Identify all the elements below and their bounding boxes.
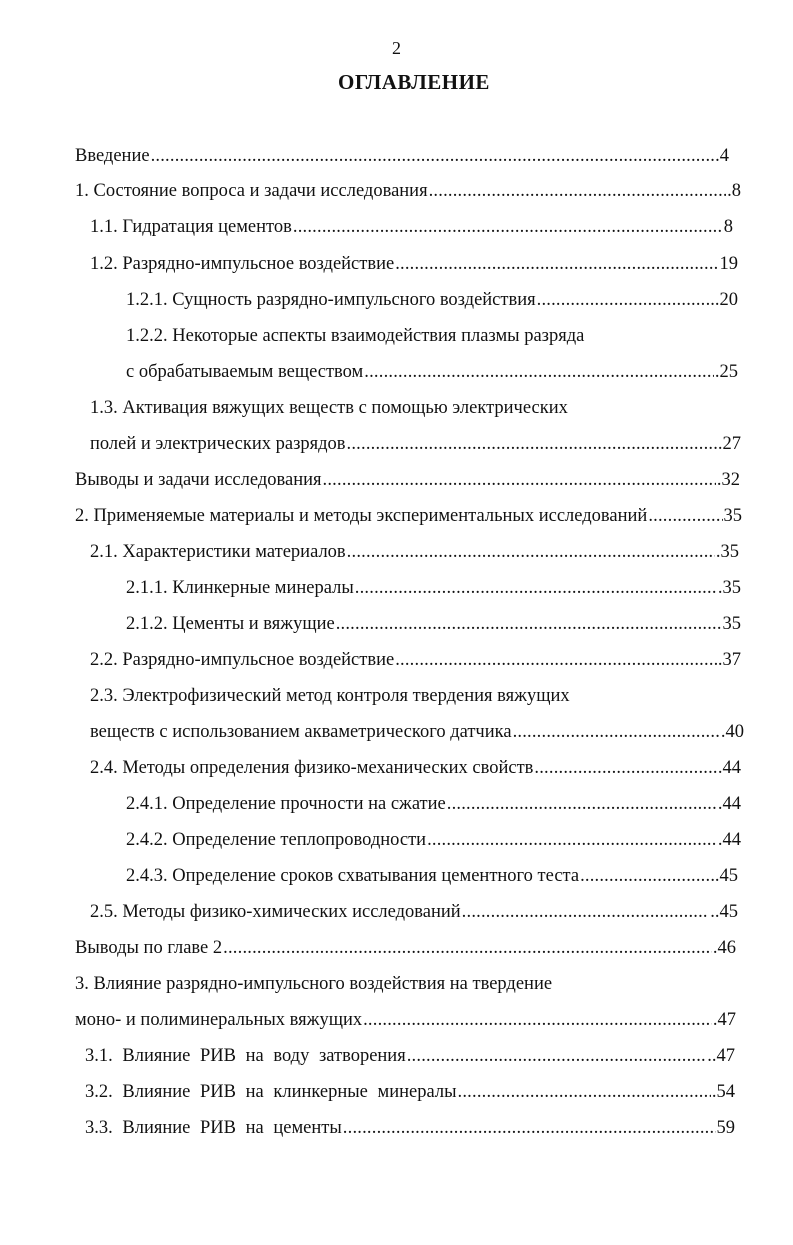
toc-entry-page: .44 bbox=[717, 794, 741, 814]
toc-title: ОГЛАВЛЕНИЕ bbox=[338, 70, 490, 94]
toc-entry-text: 1. Состояние вопроса и задачи исследования bbox=[75, 181, 428, 201]
toc-entry bbox=[126, 362, 738, 388]
toc-entry bbox=[85, 1118, 735, 1144]
toc-entry bbox=[126, 326, 726, 352]
toc-entry-text: 1.2. Разрядно-импульсное воздействие bbox=[90, 254, 395, 274]
toc-leader bbox=[447, 794, 717, 815]
toc-entry-page: .32 bbox=[716, 470, 740, 490]
toc-entry-page: .47 bbox=[712, 1010, 736, 1030]
toc-leader bbox=[347, 434, 717, 455]
toc-entry bbox=[75, 146, 729, 172]
toc-entry-text: Введение bbox=[75, 146, 150, 166]
toc-leader bbox=[151, 146, 715, 167]
page-number: 2 bbox=[392, 38, 401, 58]
toc-entry-text: 2.4.1. Определение прочности на сжатие bbox=[126, 794, 446, 814]
toc-entry-page: .35 bbox=[717, 578, 741, 598]
toc-entry-page: ...20 bbox=[705, 290, 738, 310]
toc-leader bbox=[363, 1010, 712, 1031]
toc-entry-page: .8 bbox=[727, 181, 741, 201]
toc-entry bbox=[90, 398, 710, 424]
toc-entry-text: моно- и полиминеральных вяжущих bbox=[75, 1010, 363, 1030]
toc-leader bbox=[343, 1118, 716, 1139]
toc-leader bbox=[534, 758, 716, 779]
toc-entry-text: 2.5. Методы физико-химических исследований bbox=[90, 902, 461, 922]
toc-entry-page: .4 bbox=[715, 146, 729, 166]
toc-entry-text: 2.3. Электрофизический метод контроля твердения вяжущих bbox=[90, 686, 570, 706]
toc-entry bbox=[126, 794, 741, 820]
toc-entry-text: с обрабатываемым веществом bbox=[126, 362, 364, 382]
toc-leader bbox=[427, 830, 717, 851]
toc-entry-text: 3.2. Влияние РИВ на клинкерные минералы bbox=[85, 1082, 457, 1102]
toc-entry bbox=[126, 866, 738, 892]
toc-leader bbox=[648, 506, 722, 527]
toc-leader bbox=[407, 1046, 707, 1067]
toc-entry-text: 2. Применяемые материалы и методы экспериментальных исследований bbox=[75, 506, 648, 526]
toc-entry-text: 1.2.1. Сущность разрядно-импульсного воздействия bbox=[126, 290, 536, 310]
toc-entry-page: .54 bbox=[711, 1082, 735, 1102]
toc-entry-page: 19 bbox=[719, 254, 738, 274]
toc-entry bbox=[90, 542, 739, 568]
toc-entry bbox=[90, 686, 710, 712]
toc-entry bbox=[90, 650, 741, 676]
toc-leader bbox=[513, 722, 720, 743]
toc-entry-page: .44 bbox=[717, 758, 741, 778]
toc-entry-text: 2.2. Разрядно-импульсное воздействие bbox=[90, 650, 395, 670]
toc-entry-text: 2.1.2. Цементы и вяжущие bbox=[126, 614, 335, 634]
toc-entry-page: .44 bbox=[717, 830, 741, 850]
toc-entry bbox=[90, 902, 738, 928]
toc-entry-page: ..47 bbox=[707, 1046, 735, 1066]
toc-entry-text: 3.1. Влияние РИВ на воду затворения bbox=[85, 1046, 406, 1066]
toc-entry bbox=[90, 434, 741, 460]
toc-entry-text: 2.4.3. Определение сроков схватывания цементного теста bbox=[126, 866, 580, 886]
toc-entry bbox=[90, 254, 738, 280]
toc-entry bbox=[75, 470, 740, 496]
toc-entry-page: .35 bbox=[715, 542, 739, 562]
toc-leader bbox=[458, 1082, 711, 1103]
toc-leader bbox=[429, 181, 727, 202]
toc-entry-page: 35 bbox=[723, 506, 742, 526]
toc-entry-text: Выводы и задачи исследования bbox=[75, 470, 322, 490]
toc-entry-page: .37 bbox=[717, 650, 741, 670]
toc-entry bbox=[126, 578, 741, 604]
toc-entry-text: 1.1. Гидратация цементов bbox=[90, 217, 292, 237]
toc-entry-text: 2.1. Характеристики материалов bbox=[90, 542, 346, 562]
toc-leader bbox=[223, 938, 712, 959]
toc-entry bbox=[75, 181, 741, 207]
toc-leader bbox=[462, 902, 710, 923]
toc-entry bbox=[90, 217, 733, 243]
toc-entry-text: 2.4.2. Определение теплопроводности bbox=[126, 830, 427, 850]
toc-entry-text: веществ с использованием акваметрического датчика bbox=[90, 722, 512, 742]
toc-leader bbox=[537, 290, 705, 311]
toc-entry bbox=[126, 614, 741, 640]
toc-entry-page: 8 bbox=[723, 217, 733, 237]
toc-entry-page: .40 bbox=[720, 722, 744, 742]
toc-leader bbox=[336, 614, 722, 635]
toc-entry-text: 3. Влияние разрядно-импульсного воздействия на твердение bbox=[75, 974, 553, 994]
toc-leader bbox=[293, 217, 723, 238]
toc-leader bbox=[395, 650, 717, 671]
toc-entry bbox=[126, 290, 738, 316]
toc-leader bbox=[580, 866, 714, 887]
toc-entry bbox=[90, 758, 741, 784]
toc-entry-page: .25 bbox=[714, 362, 738, 382]
toc-entry-text: 3.3. Влияние РИВ на цементы bbox=[85, 1118, 342, 1138]
toc-leader bbox=[395, 254, 718, 275]
toc-entry-text: 1.3. Активация вяжущих веществ с помощью электрических bbox=[90, 398, 568, 418]
toc-entry bbox=[75, 1010, 736, 1036]
toc-entry bbox=[75, 974, 715, 1000]
toc-entry-text: Выводы по главе 2 bbox=[75, 938, 223, 958]
toc-entry bbox=[85, 1046, 735, 1072]
toc-entry-text: 2.4. Методы определения физико-механических свойств bbox=[90, 758, 534, 778]
toc-entry-text: 2.1.1. Клинкерные минералы bbox=[126, 578, 354, 598]
toc-entry bbox=[90, 722, 744, 748]
toc-entry-page: .45 bbox=[714, 866, 738, 886]
toc-entry-page: .46 bbox=[712, 938, 736, 958]
toc-leader bbox=[355, 578, 717, 599]
toc-entry-page: 59 bbox=[716, 1118, 735, 1138]
toc-entry bbox=[75, 938, 736, 964]
toc-leader bbox=[364, 362, 714, 383]
toc-entry bbox=[126, 830, 741, 856]
toc-entry-page: 35 bbox=[722, 614, 741, 634]
toc-leader bbox=[347, 542, 715, 563]
toc-entry-page: .27 bbox=[717, 434, 741, 454]
toc-entry bbox=[85, 1082, 735, 1108]
toc-leader bbox=[323, 470, 716, 491]
toc-entry-page: ..45 bbox=[710, 902, 738, 922]
toc-entry bbox=[75, 506, 742, 532]
toc-entry-text: 1.2.2. Некоторые аспекты взаимодействия плазмы разряда bbox=[126, 326, 585, 346]
toc-entry-text: полей и электрических разрядов bbox=[90, 434, 346, 454]
